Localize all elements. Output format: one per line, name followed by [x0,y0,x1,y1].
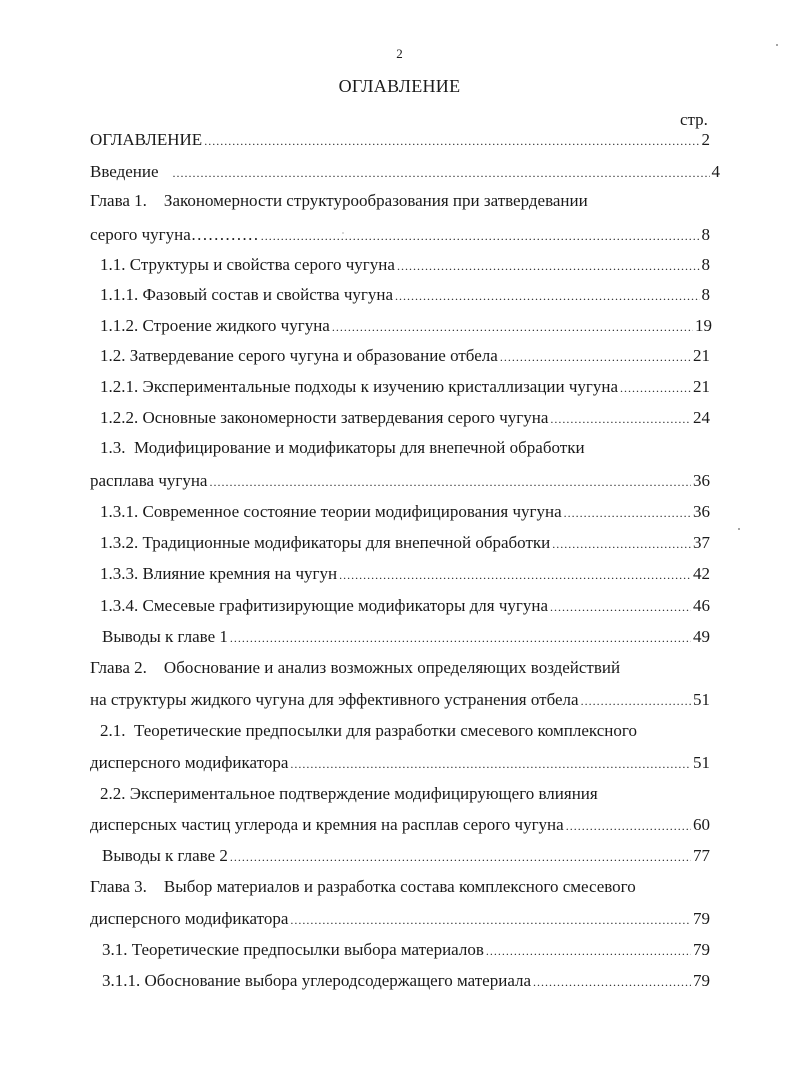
leader-dots [339,565,691,585]
toc-entry-page: 8 [701,225,710,244]
toc-entry-page: 79 [693,909,710,928]
toc-entry-text[interactable]: 2.2. Экспериментальное подтверждение модифицирующего влияния [100,784,598,803]
leader-dots [290,754,691,774]
toc-entry-page: 36 [693,502,710,521]
toc-entry-text: 1.3.1. Современное состояние теории модифицирования чугуна [100,502,562,521]
leader-dots [620,378,691,398]
toc-entry-page: 21 [693,377,710,396]
toc-entry-text[interactable]: Глава 3. Выбор материалов и разработка состава комплексного смесевого [90,877,636,896]
toc-entry-text: 1.2.2. Основные закономерности затвердевания серого чугуна [100,408,549,427]
toc-entry-text: 3.1.1. Обоснование выбора углеродсодержащего материала [102,971,532,990]
leader-dots [500,347,691,367]
toc-entry-page: 21 [693,346,710,365]
leader-dots [550,597,691,617]
leader-dots [230,628,691,648]
toc-entry-text: расплава чугуна [90,471,208,490]
toc-entry-page: 36 [693,471,710,490]
toc-entry-text[interactable]: Глава 1. Закономерности структурообразования при затвердевании [90,191,588,210]
toc-entry-page: 79 [693,940,710,959]
toc-entry-page: 37 [693,533,710,552]
leader-dots [173,163,710,183]
toc-entry-text: на структуры жидкого чугуна для эффективного устранения отбела [90,690,579,709]
leader-dots [204,131,699,151]
page-column-label: стр. [680,110,708,129]
toc-entry[interactable] [90,753,710,774]
toc-entry-text[interactable]: Глава 2. Обоснование и анализ возможных определяющих воздействий [90,658,621,677]
toc-entry[interactable] [90,815,710,836]
toc-entry-text: 1.3.4. Смесевые графитизирующие модификаторы для чугуна [100,596,549,615]
toc-entry-text: дисперсных частиц углерода и кремния на расплав серого чугуна [90,815,564,834]
toc-entry-text: 1.1. Структуры и свойства серого чугуна [100,255,395,274]
toc-entry[interactable] [100,346,710,367]
toc-entry[interactable] [102,971,710,992]
toc-entry-text: дисперсного модификатора [90,909,289,928]
toc-entry[interactable] [102,846,710,867]
leader-dots [552,534,691,554]
toc-entry[interactable] [90,162,720,183]
toc-entry-text: Выводы к главе 2 [102,846,228,865]
leader-dots [566,816,691,836]
toc-entry-text: 1.2.1. Экспериментальные подходы к изучению кристаллизации чугуна [100,377,619,396]
toc-entry-text: Выводы к главе 1 [102,627,228,646]
leader-dots [533,972,691,992]
leader-dots [395,286,699,306]
toc-entry-text: 1.1.2. Строение жидкого чугуна [100,316,330,335]
toc-entry[interactable] [102,627,710,648]
leader-dots [486,941,691,961]
toc-entry-page: 4 [711,162,720,181]
toc-entry[interactable] [90,909,710,930]
toc-entry[interactable] [100,533,710,554]
toc-entry-text: 3.1. Теоретические предпосылки выбора материалов [102,940,484,959]
toc-entry[interactable] [100,377,710,398]
toc-entry-text: ОГЛАВЛЕНИЕ [90,130,203,149]
page-number: 2 [396,46,403,61]
toc-entry[interactable] [90,690,710,711]
toc-entry-text[interactable]: 1.3. Модифицирование и модификаторы для внепечной обработки [100,438,585,457]
leader-dots [332,317,693,337]
toc-entry[interactable] [100,408,710,429]
toc-entry-page: 8 [701,255,710,274]
leader-dots [209,472,691,492]
toc-entry-text[interactable]: 2.1. Теоретические предпосылки для разработки смесевого комплексного [100,721,637,740]
toc-entry[interactable] [100,255,710,276]
scan-speck [738,528,740,530]
toc-entry-text: 1.3.3. Влияние кремния на чугун [100,564,338,583]
toc-entry-text: 1.1.1. Фазовый состав и свойства чугуна [100,285,394,304]
toc-entry[interactable] [90,225,710,246]
toc-entry-text: 1.3.2. Традиционные модификаторы для внепечной обработки [100,533,551,552]
toc-entry-page: 49 [693,627,710,646]
leader-dots [290,910,691,930]
toc-entry-text: Введение [90,162,159,181]
toc-entry-page: 51 [693,753,710,772]
toc-entry[interactable] [102,940,710,961]
toc-entry-text: 1.2. Затвердевание серого чугуна и образование отбела [100,346,498,365]
toc-entry-page: 77 [693,846,710,865]
toc-entry[interactable] [100,285,710,306]
scan-speck [342,232,344,234]
toc-entry-page: 2 [701,130,710,149]
toc-entry-page: 42 [693,564,710,583]
leader-dots [230,847,691,867]
leader-dots [397,256,700,276]
leader-dots [550,409,691,429]
toc-entry-text: серого чугуна………… [90,225,259,244]
toc-entry[interactable] [90,471,710,492]
leader-dots [581,691,691,711]
toc-entry-page: 8 [701,285,710,304]
toc-entry-page: 24 [693,408,710,427]
scan-speck [776,44,778,46]
toc-entry[interactable] [90,130,710,151]
toc-entry-text: дисперсного модификатора [90,753,289,772]
toc-entry[interactable] [100,564,710,585]
toc-entry[interactable] [100,316,712,337]
toc-entry[interactable] [100,596,710,617]
toc-entry-page: 51 [693,690,710,709]
page-title: ОГЛАВЛЕНИЕ [338,76,461,96]
toc-entry-page: 60 [693,815,710,834]
toc-entry-page: 19 [695,316,712,335]
toc-entry-page: 79 [693,971,710,990]
leader-dots [261,226,700,246]
toc-entry[interactable] [100,502,710,523]
leader-dots [564,503,691,523]
toc-entry-page: 46 [693,596,710,615]
